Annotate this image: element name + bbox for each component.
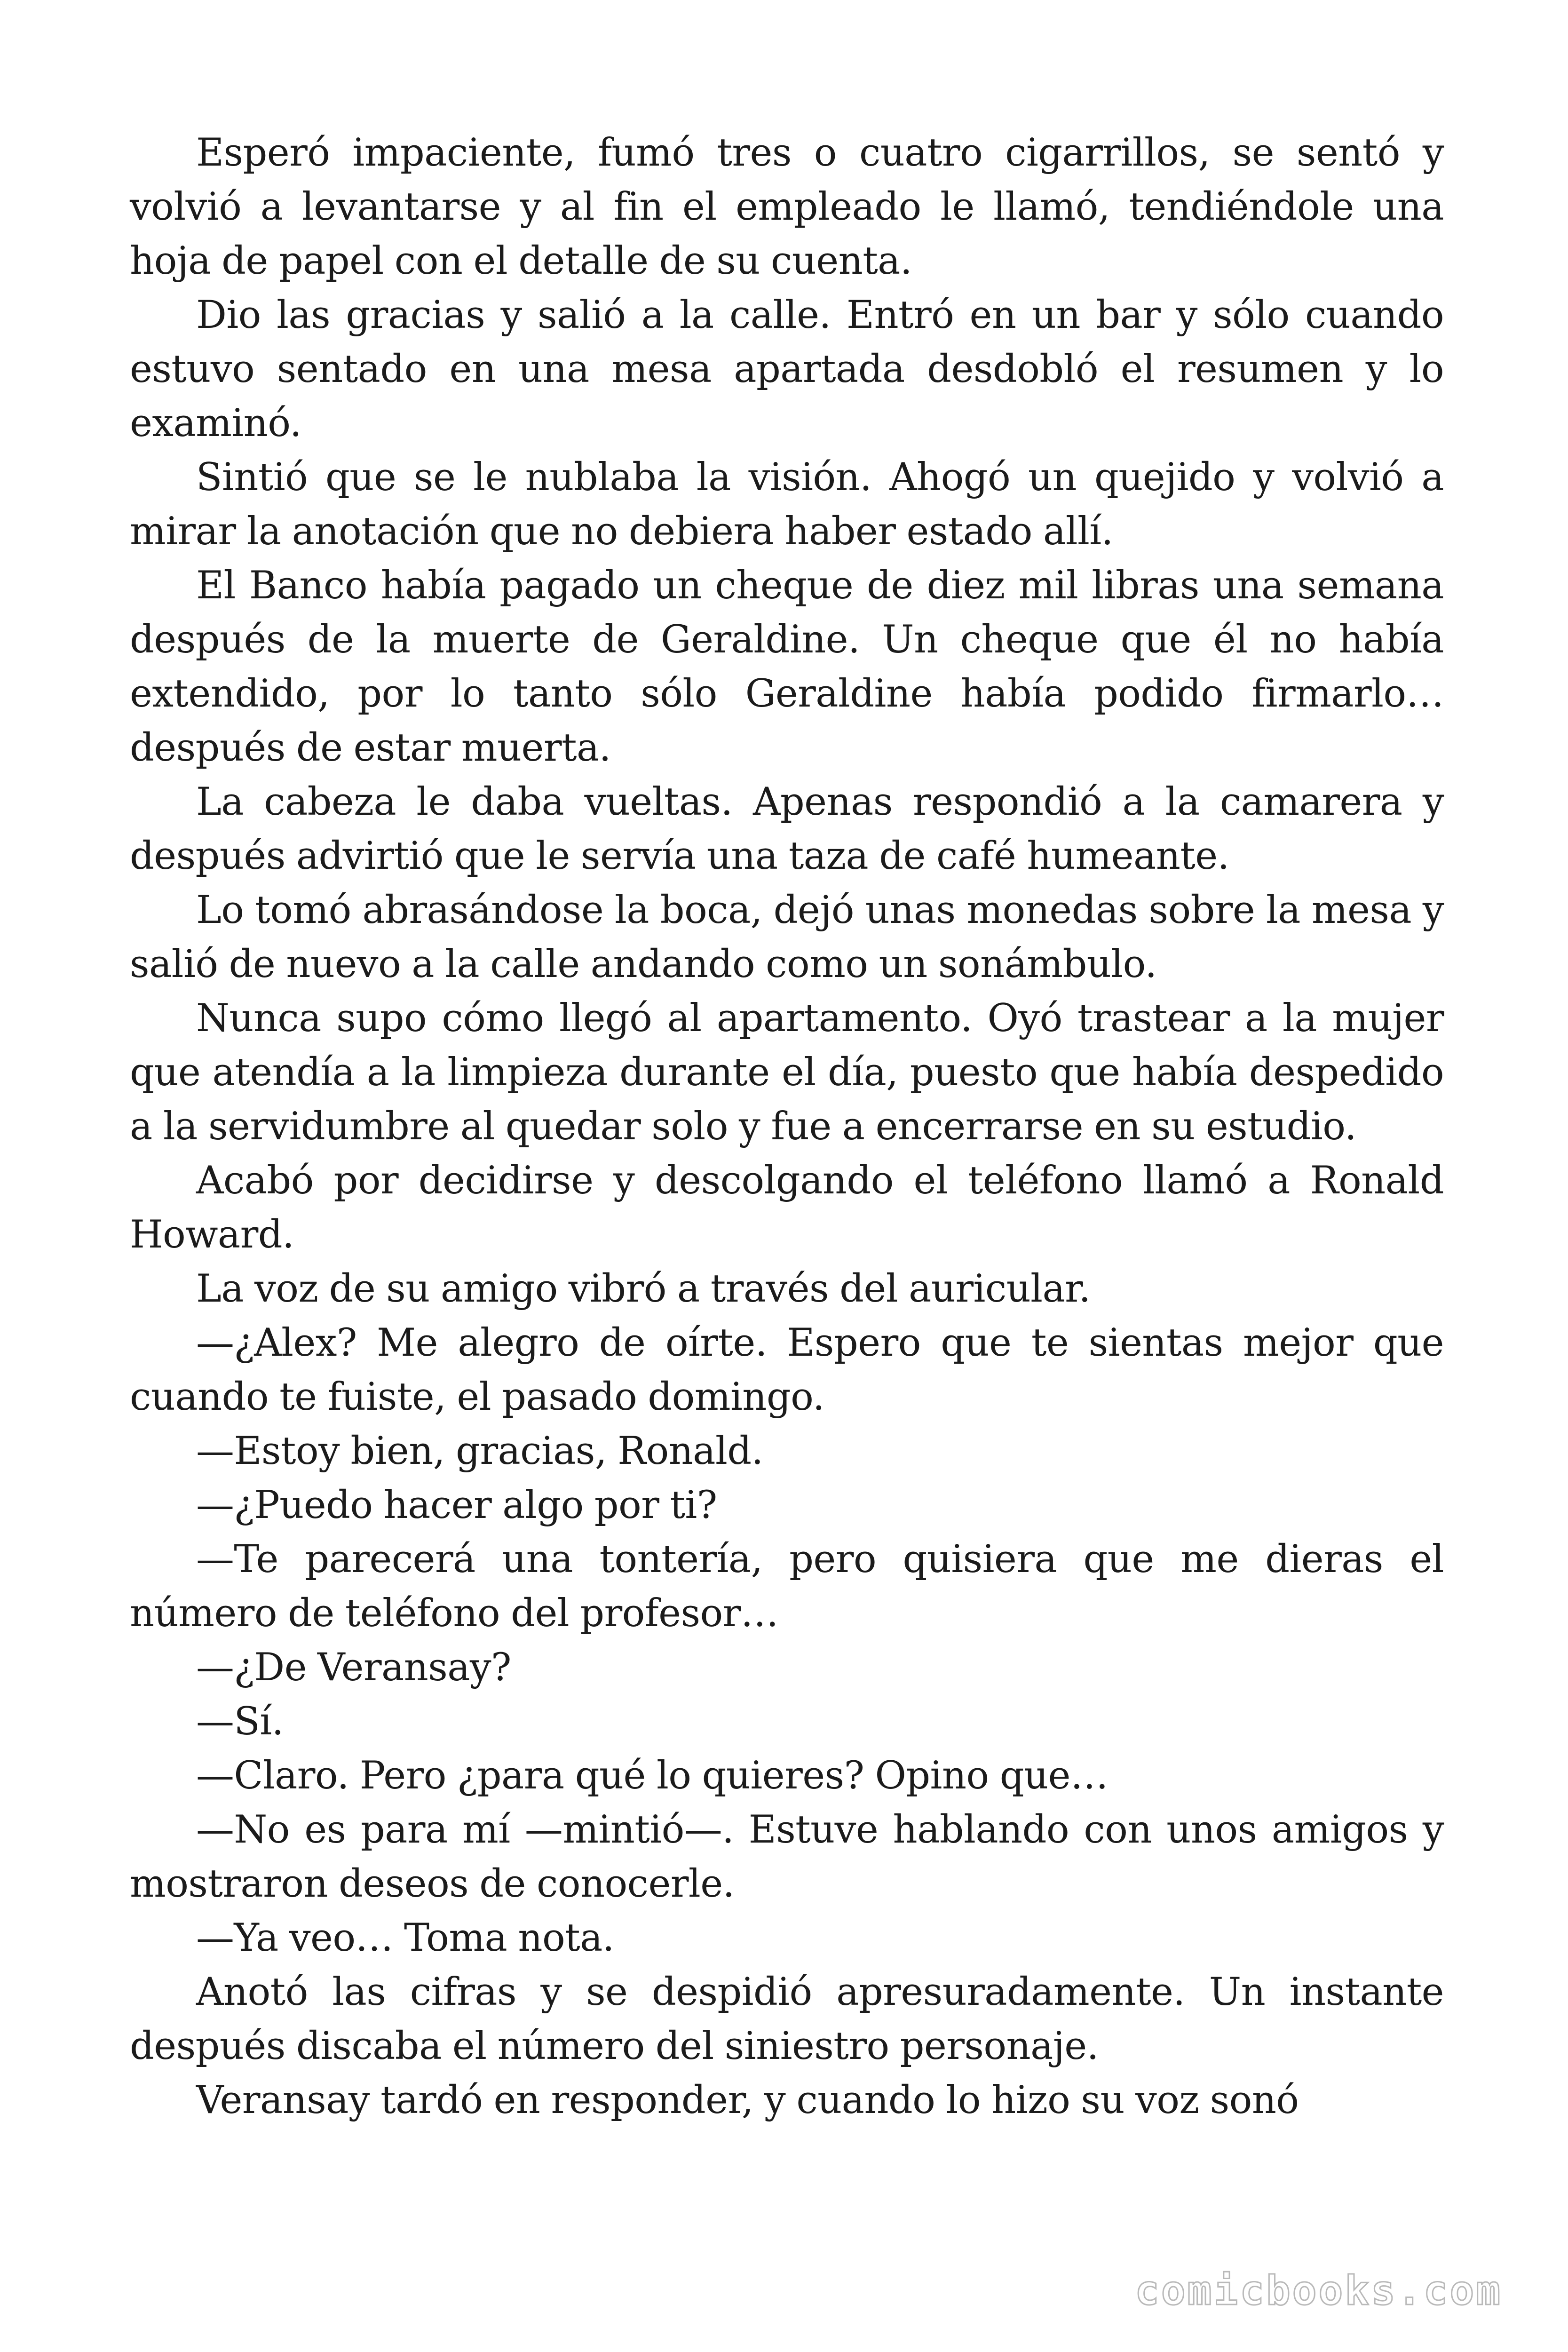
dialogue-line: —Claro. Pero ¿para qué lo quieres? Opino que…	[196, 1754, 1109, 1798]
dialogue-line: —Sí.	[196, 1700, 284, 1744]
paragraph: El Banco había pagado un cheque de diez mil libras una semana después de la muerte de Geraldine. Un cheque que él no había extendido, por lo tanto sólo Geraldine había podido firmarlo… después de estar muerta.	[130, 564, 1444, 770]
paragraph: Nunca supo cómo llegó al apartamento. Oyó trastear a la mujer que atendía a la limpieza durante el día, puesto que había despedido a la servidumbre al quedar solo y fue a encerrarse en su estudio.	[130, 996, 1444, 1149]
dialogue-line: —No es para mí —mintió—. Estuve hablando con unos amigos y mostraron deseos de conocerle.	[130, 1808, 1444, 1906]
dialogue-line: —¿Alex? Me alegro de oírte. Espero que te sientas mejor que cuando te fuiste, el pasado domingo.	[130, 1321, 1444, 1419]
paragraph: Acabó por decidirse y descolgando el teléfono llamó a Ronald Howard.	[130, 1159, 1444, 1257]
paragraph: Dio las gracias y salió a la calle. Entró en un bar y sólo cuando estuvo sentado en una mesa apartada desdobló el resumen y lo examinó.	[130, 293, 1444, 445]
dialogue-line: —Te parecerá una tontería, pero quisiera que me dieras el número de teléfono del profesor…	[130, 1537, 1444, 1636]
paragraph: La cabeza le daba vueltas. Apenas respondió a la camarera y después advirtió que le servía una taza de café humeante.	[130, 780, 1444, 878]
paragraph: Veransay tardó en responder, y cuando lo hizo su voz sonó	[196, 2078, 1299, 2122]
paragraph: Esperó impaciente, fumó tres o cuatro cigarrillos, se sentó y volvió a levantarse y al fin el empleado le llamó, tendiéndole una hoja de papel con el detalle de su cuenta.	[130, 131, 1444, 283]
dialogue-line: —¿De Veransay?	[196, 1645, 511, 1690]
watermark: comicbooks.com	[1135, 2267, 1502, 2314]
paragraph: Sintió que se le nublaba la visión. Ahogó un quejido y volvió a mirar la anotación que no debiera haber estado allí.	[130, 455, 1444, 554]
dialogue-line: —¿Puedo hacer algo por ti?	[196, 1483, 717, 1527]
dialogue-line: —Estoy bien, gracias, Ronald.	[196, 1429, 763, 1473]
paragraph: La voz de su amigo vibró a través del auricular.	[196, 1267, 1091, 1311]
paragraph: Anotó las cifras y se despidió apresuradamente. Un instante después discaba el número del siniestro personaje.	[130, 1970, 1444, 2068]
body-text	[130, 126, 1444, 2128]
dialogue-line: —Ya veo… Toma nota.	[196, 1916, 614, 1960]
paragraph: Lo tomó abrasándose la boca, dejó unas monedas sobre la mesa y salió de nuevo a la calle andando como un sonámbulo.	[130, 888, 1444, 986]
